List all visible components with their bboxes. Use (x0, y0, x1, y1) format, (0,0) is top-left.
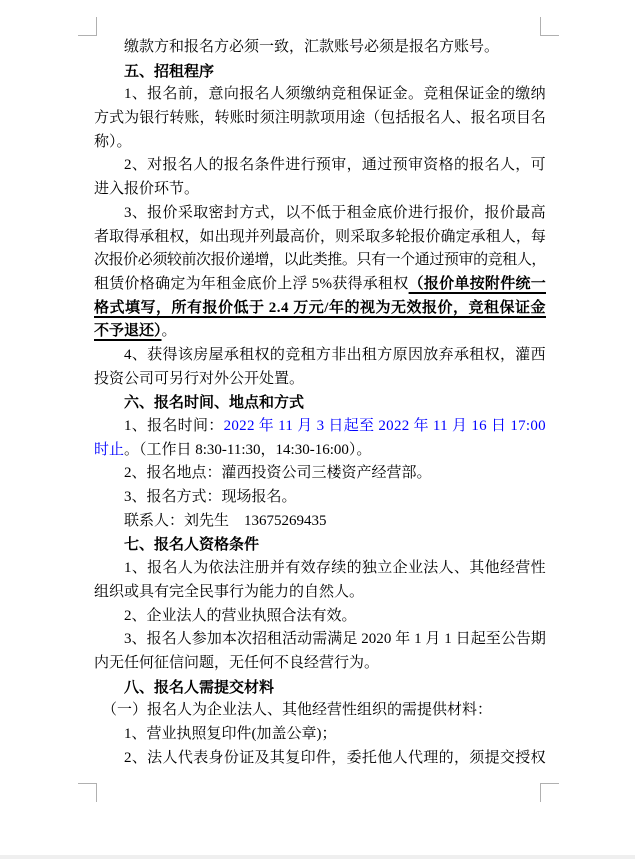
document-line (94, 652, 546, 676)
document-line (94, 486, 546, 510)
document-line (94, 747, 546, 771)
text-segment-n: 3、报名方式：现场报名。 (124, 489, 297, 506)
text-segment-n: 投资公司可另行对外公开处置。 (94, 370, 305, 387)
text-segment-n: 1、报名人为依法注册并有效存续的独立企业法人、其他经营性 (124, 560, 546, 577)
text-segment-b: 七、报名人资格条件 (124, 536, 260, 554)
document-line (94, 510, 546, 534)
text-segment-blue: 时止 (94, 441, 125, 458)
text-segment-b: 八、报名人需提交材料 (124, 678, 275, 696)
text-segment-n: 缴款方和报名方必须一致，汇款账号必须是报名方账号。 (124, 39, 500, 55)
document-line (94, 202, 546, 226)
document-line (94, 391, 546, 415)
document-line (94, 415, 546, 439)
text-segment-n: 者取得承租权，如出现并列最高价，则采取多轮报价确定承租人，每 (94, 228, 546, 245)
document-line (94, 36, 546, 60)
document-line (94, 154, 546, 178)
document-line (94, 605, 546, 629)
margin-crop-mark-top-right (540, 17, 559, 36)
text-segment-n: 组织或具有完全民事行为能力的自然人。 (94, 583, 365, 600)
document-line (94, 131, 546, 155)
text-segment-n: 称）。 (94, 133, 132, 150)
document-line (94, 557, 546, 581)
document-line (94, 273, 546, 297)
text-segment-n: 联系人：刘先生 13675269435 (124, 512, 327, 529)
document-line (94, 320, 546, 344)
text-segment-b: 五、招租程序 (124, 62, 215, 80)
document-line (94, 462, 546, 486)
margin-crop-mark-top-left (78, 17, 97, 36)
text-segment-n: 2、法人代表身份证及其复印件，委托他人代理的，须提交授权 (124, 749, 546, 766)
margin-crop-mark-bottom-left (78, 783, 97, 802)
document-line (94, 107, 546, 131)
margin-crop-mark-bottom-right (540, 783, 559, 802)
document-line (94, 581, 546, 605)
text-segment-n: （一）报名人为企业法人、其他经营性组织的需提供材料： (102, 702, 493, 719)
text-segment-n: 1、报名时间： (124, 418, 224, 434)
text-segment-n: 2、报名地点：灌西投资公司三楼资产经营部。 (124, 465, 432, 482)
text-segment-n: 进入报价环节。 (94, 181, 200, 198)
document-line (94, 297, 546, 321)
document-line (94, 344, 546, 368)
document-line (94, 226, 546, 250)
document-line (94, 178, 546, 202)
text-segment-n: 3、报价采取密封方式，以不低于租金底价进行报价，报价最高 (124, 204, 546, 221)
document-line (94, 249, 546, 273)
text-segment-n: 。（工作日 8:30-11:30，14:30-16:00）。 (124, 441, 372, 458)
text-segment-n: 2、企业法人的营业执照合法有效。 (124, 607, 357, 624)
text-segment-n: 方式为银行转账，转账时须注明款项用途（包括报名人、报名项目名 (94, 110, 546, 127)
text-segment-n: 次报价必须较前次报价递增，以此类推。只有一个通过预审的竞租人， (94, 252, 546, 269)
document-text (94, 36, 546, 770)
document-line (94, 368, 546, 392)
document-line (94, 83, 546, 107)
text-segment-bu: 格式填写，所有报价低于 2.4 万元/年的视为无效报价，竞租保证金 (94, 299, 546, 316)
text-segment-blue: 2022 年 11 月 3 日起至 2022 年 11 月 16 日 17:00 (223, 418, 546, 434)
text-segment-bu: （报价单按附件统一 (408, 275, 546, 292)
text-segment-b: 六、报名时间、地点和方式 (124, 394, 305, 412)
text-segment-n: 租赁价格确定为年租金底价上浮 5%获得承租权 (94, 275, 409, 292)
document-line (94, 60, 546, 84)
text-segment-bu: 不予退还） (94, 323, 162, 340)
text-segment-n: 内无任何征信问题，无任何不良经营行为。 (94, 654, 380, 671)
document-line (94, 699, 546, 723)
document-line (94, 676, 546, 700)
text-segment-n: 4、获得该房屋承租权的竞租方非出租方原因放弃承租权，灌西 (124, 346, 546, 363)
document-line (94, 533, 546, 557)
text-segment-n: 。 (161, 323, 177, 340)
document-line (94, 439, 546, 463)
text-segment-n: 1、营业执照复印件(加盖公章)； (124, 725, 337, 742)
text-segment-n: 2、对报名人的报名条件进行预审，通过预审资格的报名人，可 (124, 157, 546, 174)
text-segment-n: 3、报名人参加本次招租活动需满足 2020 年 1 月 1 日起至公告期 (124, 631, 546, 648)
document-line (94, 723, 546, 747)
text-segment-n: 1、报名前，意向报名人须缴纳竞租保证金。竞租保证金的缴纳 (124, 86, 546, 103)
document-line (94, 628, 546, 652)
